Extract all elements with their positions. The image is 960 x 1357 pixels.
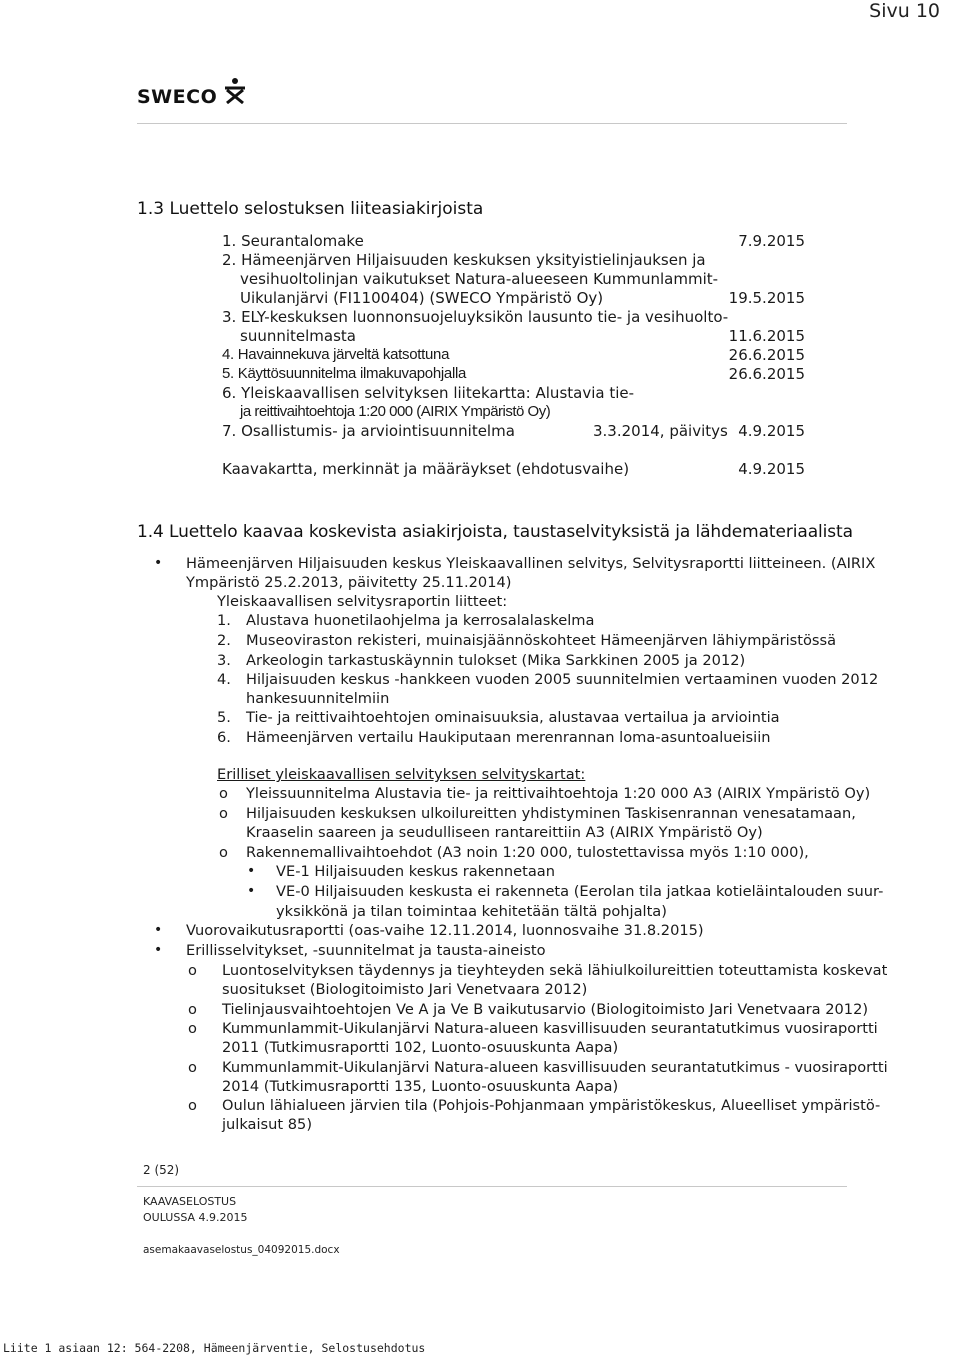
page-number: Sivu 10 [869,0,940,22]
list-item: 6. Yleiskaavallisen selvityksen liitekartta: Alustavia tie- [222,384,635,402]
numbered-index: 2. [217,632,231,649]
item-date: 7.9.2015 [738,232,805,250]
item-mid-date: 3.3.2014, päivitys [593,422,728,440]
list-item: 3. ELY-keskuksen luonnonsuojeluyksikön lausunto tie- ja vesihuolto- [222,308,729,326]
numbered-item: Tie- ja reittivaihtoehtojen ominaisuuksia, alustavaa vertailua ja arviointia [246,709,780,726]
extra-item: Oulun lähialueen järvien tila (Pohjois-Pohjanmaan ympäristökeskus, Alueelliset ympäristö- [222,1097,881,1114]
page-reference: 2 (52) [143,1163,180,1177]
bullet-icon: • [247,863,256,879]
extra-item-cont: 2014 (Tutkimusraportti 135, Luonto-osuuskunta Aapa) [222,1078,619,1095]
extra-item: Tielinjausvaihtoehtojen Ve A ja Ve B vaikutusarvio (Biologitoimisto Jari Venetvaara 2012) [222,1001,869,1018]
section-title-1-3: 1.3 Luettelo selostuksen liiteasiakirjoista [137,199,484,219]
circle-bullet-icon: o [188,962,197,979]
list-item: Kaavakartta, merkinnät ja määräykset (ehdotusvaihe) [222,460,630,478]
circle-bullet-icon: o [188,1001,197,1018]
numbered-index: 6. [217,729,231,746]
map-item: Yleissuunnitelma Alustavia tie- ja reittivaihtoehtoja 1:20 000 A3 (AIRIX Ympäristö Oy) [246,785,871,802]
circle-bullet-icon: o [219,785,228,802]
extra-item: Luontoselvityksen täydennys ja tieyhteyden sekä lähiulkoilureittien toteuttamista koskevat [222,962,888,979]
list-item-cont: suunnitelmasta [240,327,356,345]
extra-item: Kummunlammit-Uikulanjärvi Natura-alueen kasvillisuuden seurantatutkimus vuosiraportti [222,1020,878,1037]
circle-bullet-icon: o [219,805,228,822]
circle-bullet-icon: o [188,1020,197,1037]
extra-item-cont: suositukset (Biologitoimisto Jari Venetvaara 2012) [222,981,588,998]
logo-text: SWECO [137,85,218,108]
footer-doc-date: OULUSSA 4.9.2015 [143,1211,248,1224]
numbered-item-cont: hankesuunnitelmiin [246,690,390,707]
bottom-attachment-line: Liite 1 asiaan 12: 564-2208, Hämeenjärventie, Selostusehdotus [3,1341,426,1355]
numbered-item: Hämeenjärven vertailu Haukiputaan merenrannan loma-asuntoalueisiin [246,729,771,746]
item-date: 4.9.2015 [738,460,805,478]
numbered-index: 1. [217,612,231,629]
numbered-item: Alustava huonetilaohjelma ja kerrosalalaskelma [246,612,595,629]
section-title-1-4: 1.4 Luettelo kaavaa koskevista asiakirjoista, taustaselvityksistä ja lähdemateriaalista [137,522,853,542]
bullet-text: Hämeenjärven Hiljaisuuden keskus Yleiskaavallinen selvitys, Selvitysraportti liitteineen. (AIRIX [186,555,876,572]
circle-bullet-icon: o [219,844,228,861]
list-item: 5. Käyttösuunnitelma ilmakuvapohjalla [222,365,467,382]
footer-divider [137,1186,847,1187]
sweco-figure-icon [224,78,246,104]
list-item-cont: Uikulanjärvi (FI1100404) (SWECO Ympäristö Oy) [240,289,604,307]
list-item: 1. Seurantalomake [222,232,364,250]
list-item-cont: ja reittivaihtoehtoja 1:20 000 (AIRIX Ympäristö Oy) [240,403,551,420]
numbered-index: 5. [217,709,231,726]
sub-bullet-item: VE-0 Hiljaisuuden keskusta ei rakenneta (Eerolan tila jatkaa kotieläintalouden suur- [276,883,884,900]
numbered-item: Hiljaisuuden keskus -hankkeen vuoden 2005 suunnitelmien vertaaminen vuoden 2012 [246,671,879,688]
item-date: 4.9.2015 [738,422,805,440]
sub-bullet-item-cont: yksikkönä ja tilan toimintaa kehitetään tältä pohjalta) [276,903,667,920]
footer-file-name: asemakaavaselostus_04092015.docx [143,1244,340,1256]
numbered-index: 4. [217,671,231,688]
extra-item-cont: 2011 (Tutkimusraportti 102, Luonto-osuuskunta Aapa) [222,1039,619,1056]
item-date: 11.6.2015 [728,327,805,345]
item-date: 19.5.2015 [728,289,805,307]
numbered-item: Museoviraston rekisteri, muinaisjäännöskohteet Hämeenjärven lähiympäristössä [246,632,837,649]
list-item-cont: vesihuoltolinjan vaikutukset Natura-alueeseen Kummunlammit- [240,270,719,288]
header-divider [137,123,847,124]
bullet-icon: • [154,942,163,958]
bullet-icon: • [154,555,163,571]
bullet-text: Erillisselvitykset, -suunnitelmat ja tausta-aineisto [186,942,546,959]
numbered-index: 3. [217,652,231,669]
extra-item: Kummunlammit-Uikulanjärvi Natura-alueen kasvillisuuden seurantatutkimus - vuosiraportti [222,1059,888,1076]
circle-bullet-icon: o [188,1059,197,1076]
bullet-icon: • [154,922,163,938]
item-date: 26.6.2015 [728,365,805,383]
bullet-text: Vuorovaikutusraportti (oas-vaihe 12.11.2014, luonnosvaihe 31.8.2015) [186,922,704,939]
bullet-text-cont: Ympäristö 25.2.2013, päivitetty 25.11.2014) [186,574,512,591]
footer-doc-type: KAAVASELOSTUS [143,1195,237,1208]
list-item: 4. Havainnekuva järveltä katsottuna [222,346,450,363]
sub-heading: Yleiskaavallisen selvitysraportin liitteet: [217,593,508,610]
map-item: Hiljaisuuden keskuksen ulkoilureitten yhdistyminen Taskisenrannan venesatamaan, [246,805,856,822]
list-item: 2. Hämeenjärven Hiljaisuuden keskuksen yksityistielinjauksen ja [222,251,706,269]
sub-bullet-item: VE-1 Hiljaisuuden keskus rakennetaan [276,863,555,880]
list-item: 7. Osallistumis- ja arviointisuunnitelma [222,422,515,440]
maps-heading: Erilliset yleiskaavallisen selvityksen selvityskartat: [217,766,586,783]
numbered-item: Arkeologin tarkastuskäynnin tulokset (Mika Sarkkinen 2005 ja 2012) [246,652,746,669]
extra-item-cont: julkaisut 85) [222,1116,313,1133]
circle-bullet-icon: o [188,1097,197,1114]
map-item: Rakennemallivaihtoehdot (A3 noin 1:20 000, tulostettavissa myös 1:10 000), [246,844,809,861]
bullet-icon: • [247,883,256,899]
sweco-logo [137,78,246,108]
item-date: 26.6.2015 [728,346,805,364]
map-item-cont: Kraaselin saareen ja seudulliseen rantareittiin A3 (AIRIX Ympäristö Oy) [246,824,763,841]
